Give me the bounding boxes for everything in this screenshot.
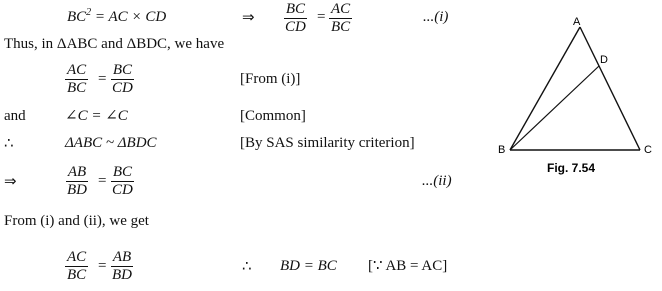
fraction-ac-over-bc <box>65 249 88 284</box>
eq-rest: = AC × CD <box>91 9 167 25</box>
fraction-bc-over-cd <box>110 62 135 97</box>
numerator: AC <box>67 62 87 78</box>
implies-arrow: ⇒ <box>242 8 255 26</box>
denominator: BC <box>67 267 87 283</box>
denominator: CD <box>112 182 133 198</box>
equation-tag-ii: ...(ii) <box>422 173 452 189</box>
point-label-a: A <box>573 16 581 28</box>
eq-sup: 2 <box>86 7 92 18</box>
point-label-c: C <box>644 144 652 156</box>
equals-sign: = <box>98 173 107 189</box>
point-label-b: B <box>498 144 506 156</box>
thus-statement: Thus, in ΔABC and ΔBDC, we have <box>4 36 225 52</box>
denominator: CD <box>112 80 133 96</box>
denominator: BD <box>67 182 87 198</box>
side-ab <box>510 27 580 150</box>
fraction-ac-over-bc <box>65 62 88 97</box>
reason-sas: [By SAS similarity criterion] <box>240 135 415 151</box>
segment-bd <box>510 66 599 150</box>
equation-bc-squared <box>67 8 166 26</box>
numerator: BC <box>112 62 132 78</box>
fraction-ab-over-bd <box>110 249 134 284</box>
reason-common: [Common] <box>240 108 306 124</box>
equation-tag-i: ...(i) <box>423 9 449 25</box>
therefore-symbol: ∴ <box>242 257 252 275</box>
triangle-figure <box>495 15 660 180</box>
therefore-symbol: ∴ <box>4 134 14 152</box>
numerator: BC <box>285 1 305 17</box>
fraction-ac-over-bc <box>329 1 352 36</box>
fraction-ab-over-bd <box>65 164 89 199</box>
numerator: AB <box>67 164 87 180</box>
eq-bc: BC <box>67 9 87 25</box>
implies-arrow: ⇒ <box>4 172 17 190</box>
and-word: and <box>4 108 26 124</box>
denominator: BD <box>112 267 132 283</box>
equals-sign: = <box>317 9 326 25</box>
from-statement: From (i) and (ii), we get <box>4 213 149 229</box>
denominator: BC <box>67 80 87 96</box>
denominator: BC <box>331 19 351 35</box>
numerator: AC <box>67 249 87 265</box>
numerator: AB <box>112 249 132 265</box>
figure-caption: Fig. 7.54 <box>547 161 596 175</box>
side-ac <box>580 27 640 150</box>
denominator: CD <box>285 19 306 35</box>
reason-ab-equals-ac: [∵ AB = AC] <box>368 258 448 274</box>
fraction-bc-over-cd <box>110 164 135 199</box>
reason-from-i: [From (i)] <box>240 71 301 87</box>
similarity-statement: ΔABC ~ ΔBDC <box>65 135 157 151</box>
fraction-bc-over-cd <box>283 1 308 36</box>
bd-equals-bc: BD = BC <box>280 258 337 274</box>
numerator: BC <box>112 164 132 180</box>
equals-sign: = <box>98 258 107 274</box>
angle-equation: ∠C = ∠C <box>65 108 128 124</box>
point-label-d: D <box>600 54 608 66</box>
numerator: AC <box>331 1 351 17</box>
equals-sign: = <box>98 71 107 87</box>
